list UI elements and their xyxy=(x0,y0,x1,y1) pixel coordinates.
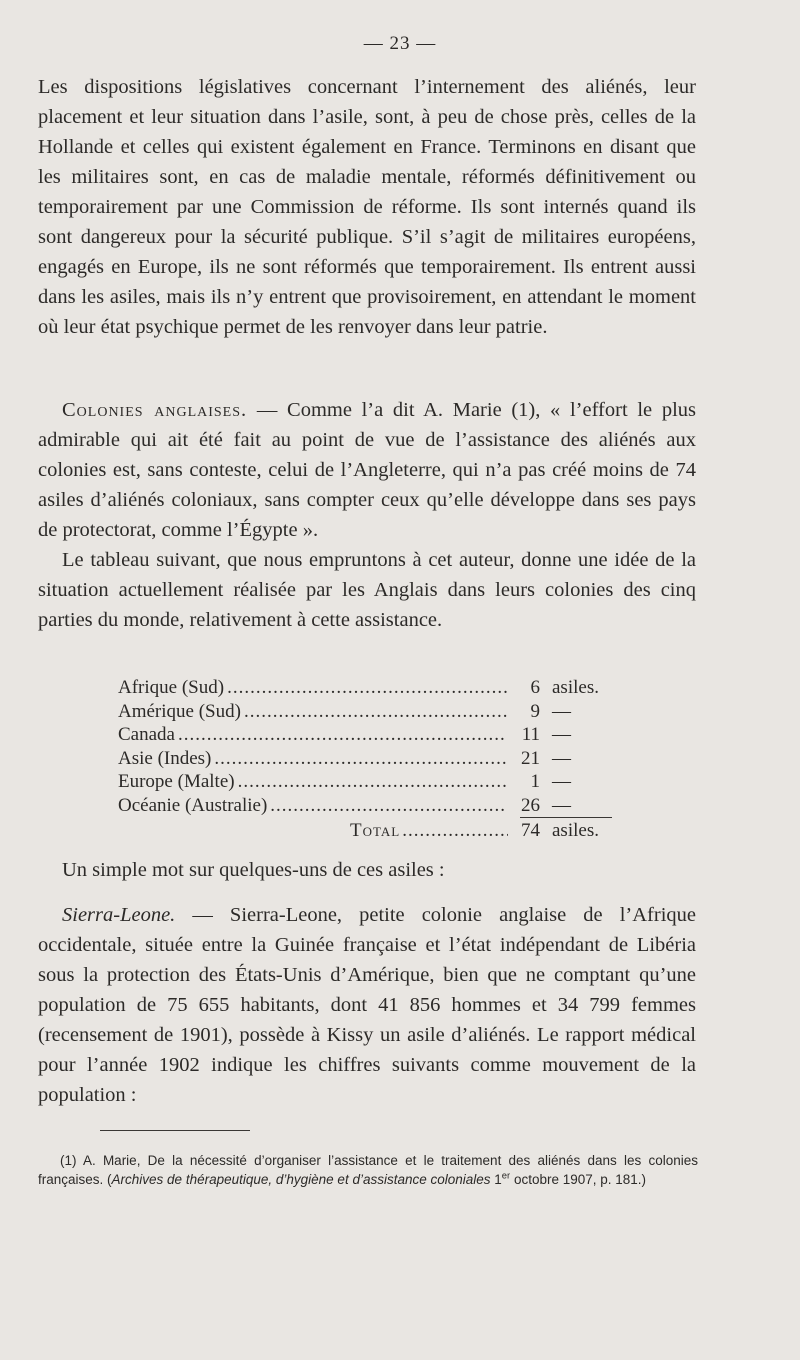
paragraph-text: — Comme l’a dit A. Marie (1), « l’effort le plus admirable qui ait été fait au point de vue de l’assistance des aliénés aux colonies est, sans conteste, celui de l’Angleterre, qui n’a pas créé moins de 74 asiles d’aliénés coloniaux, sans compter ceux qu’elle développe dans ses pays de protectorat, comme l’Égypte ». xyxy=(38,399,696,541)
paragraph-text: Un simple mot sur quelques-uns de ces asiles : xyxy=(62,859,445,881)
table-row xyxy=(118,770,618,794)
total-label: Total xyxy=(350,820,401,841)
footnote-date: 1 xyxy=(490,1171,502,1187)
total-value: 74 xyxy=(521,820,540,841)
total-rule xyxy=(520,817,612,818)
table-row xyxy=(118,723,618,747)
unit: — xyxy=(552,724,571,745)
footnote-source: Archives de thérapeutique, d’hygiène et d’assistance coloniales xyxy=(111,1171,491,1187)
total-unit: asiles. xyxy=(552,820,599,841)
unit: asiles. xyxy=(552,677,599,698)
paragraph-text: — Sierra-Leone, petite colonie anglaise de l’Afrique occidentale, située entre la Guinée française et l’état indépendant de Libéria sous la protection des États-Unis d’Amérique, bien que ne comptant qu’une population de 75 655 habitants, dont 41 856 hommes et 34 799 femmes (recensement de 1901), possède à Kissy un asile d’aliénés. Le rapport médical pour l’année 1902 indique les chiffres suivants comme mouvement de la population : xyxy=(38,904,696,1106)
asylum-count: 11 xyxy=(521,724,540,745)
table-total xyxy=(350,820,618,844)
region-name: Océanie (Australie) xyxy=(118,794,268,816)
footnote-date-rest: octobre 1907, p. 181.) xyxy=(510,1171,647,1187)
region-name: Amérique (Sud) xyxy=(118,700,241,722)
page-number: — 23 — xyxy=(363,33,437,54)
table-row xyxy=(118,700,618,724)
section-sierra-leone xyxy=(38,900,696,1110)
region-name: Afrique (Sud) xyxy=(118,677,225,698)
unit: — xyxy=(552,747,571,769)
footnote-divider xyxy=(100,1130,250,1131)
region-name: Asie (Indes) xyxy=(118,747,212,769)
table-row xyxy=(118,794,618,818)
region-name: Canada xyxy=(118,724,175,745)
table-row xyxy=(118,747,618,771)
section-heading: Colonies anglaises. xyxy=(62,399,248,421)
paragraph-legislation xyxy=(38,72,696,342)
footnote xyxy=(38,1152,698,1189)
footnote-superscript: er xyxy=(501,1170,511,1181)
footnote-text: (1) A. Marie, De la nécessité d’organiser l’assistance et le traitement des aliénés dans les colonies françaises. ( xyxy=(38,1153,698,1187)
paragraph-text: Les dispositions législatives concernant l’internement des aliénés, leur placement et leur situation dans l’asile, sont, à peu de chose près, celles de la Hollande et celles qui existent également en France. Terminons en disant que les militaires sont, en cas de maladie mentale, réformés définitivement ou temporairement par une Commission de réforme. Ils sont internés quand ils sont dangereux pour la sécurité publique. S’il s’agit de militaires européens, engagés en Europe, ils ne sont réformés que temporairement. Ils entrent aussi dans les asiles, mais ils n’y entrent que provisoirement, en attendant le moment où leur état psychique permet de les renvoyer dans leur patrie. xyxy=(38,76,696,338)
asylum-count: 6 xyxy=(530,677,540,698)
region-name: Europe (Malte) xyxy=(118,771,235,792)
asylum-count: 21 xyxy=(521,747,540,769)
asylum-count: 26 xyxy=(521,794,540,816)
table-row xyxy=(118,676,618,700)
paragraph-text: Le tableau suivant, que nous empruntons à cet auteur, donne une idée de la situation actuellement réalisée par les Anglais dans leurs colonies des cinq parties du monde, relativement à cette assistance. xyxy=(38,549,696,631)
unit: — xyxy=(552,700,571,722)
asylum-table xyxy=(118,676,618,817)
asylum-count: 1 xyxy=(530,771,540,792)
subsection-heading: Sierra-Leone. xyxy=(62,904,176,926)
paragraph-intro-asylums xyxy=(38,855,696,885)
section-colonies-anglaises xyxy=(38,395,696,635)
unit: — xyxy=(552,794,571,816)
asylum-count: 9 xyxy=(530,700,540,722)
unit: — xyxy=(552,771,571,792)
